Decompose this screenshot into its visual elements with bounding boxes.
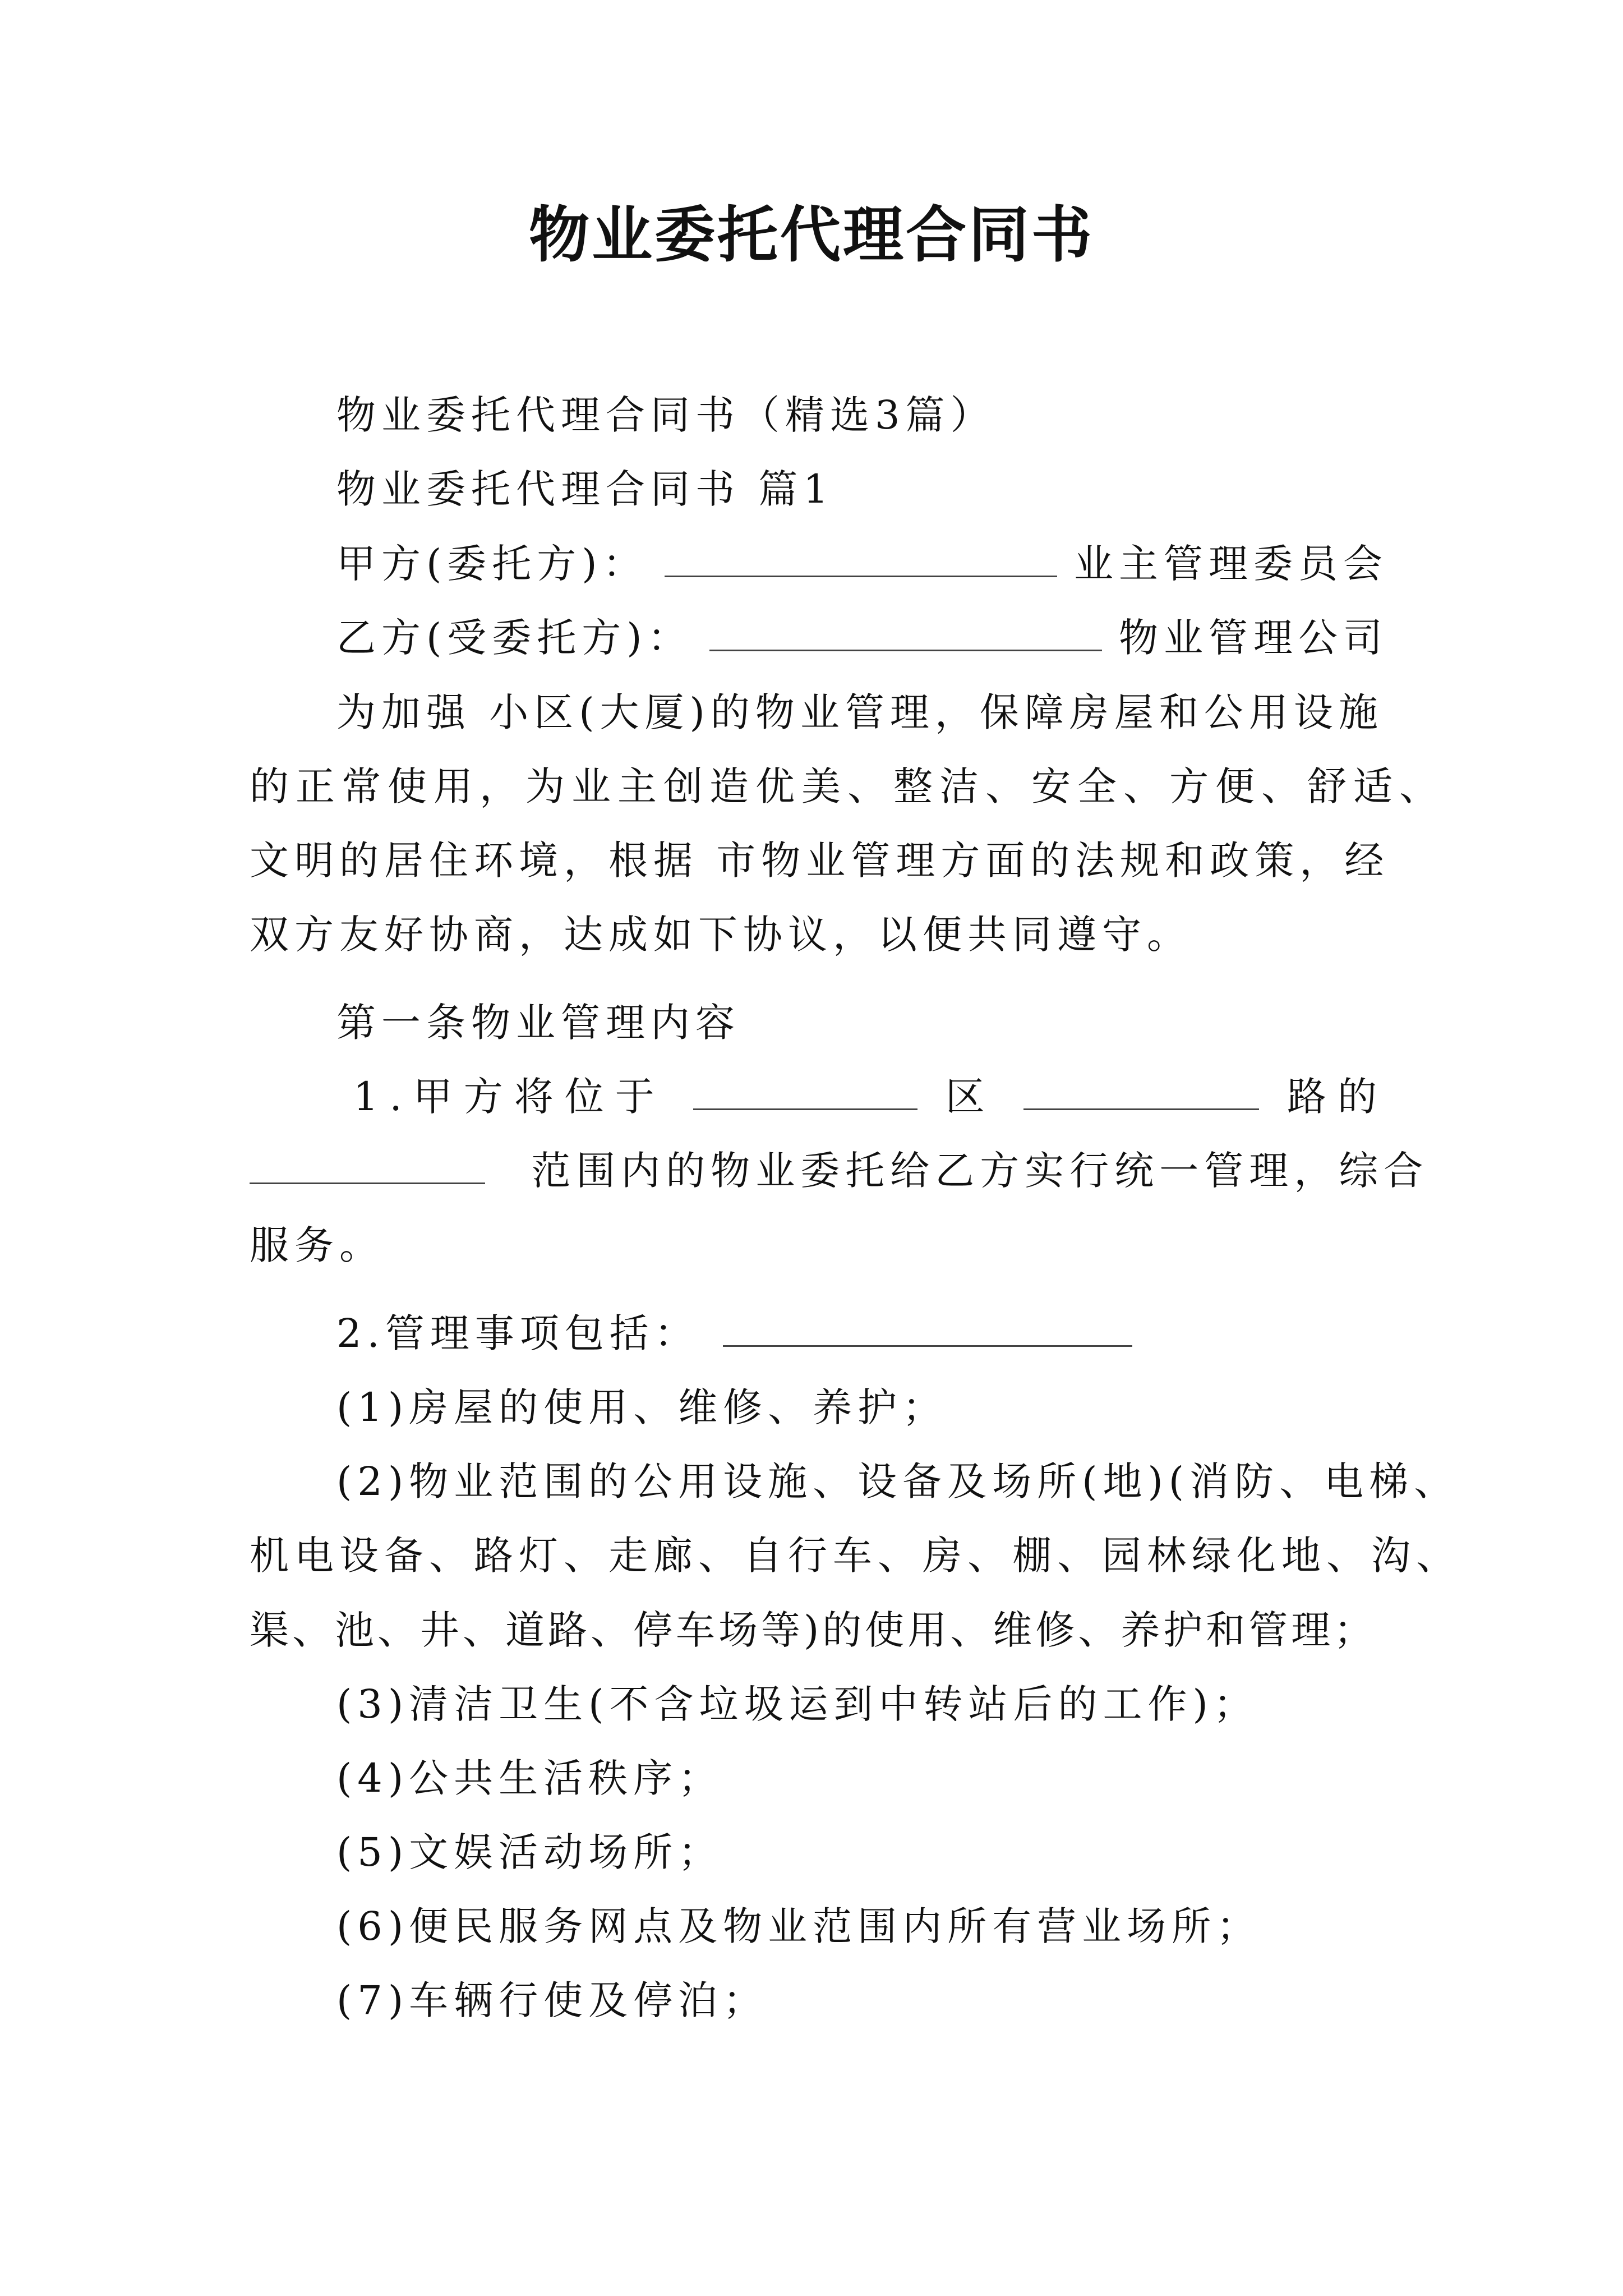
party-b-line [336,610,1388,666]
party-b-blank [709,610,1102,651]
intro-line-2: 的正常使用，为业主创造优美、整洁、安全、方便、舒适、 [250,763,1445,809]
subtitle: 物业委托代理合同书（精选3篇） [336,392,995,438]
party-a-suffix: 业主管理委员会 [1074,541,1388,587]
intro-line-1: 为加强 小区(大厦)的物业管理，保障房屋和公用设施 [336,689,1384,735]
item1-line-3: 服务。 [250,1222,384,1268]
sub-item-7: (7)车辆行使及停泊； [336,1977,768,2023]
sub-item-2: (2)物业范围的公用设施、设备及场所(地)(消防、电梯、 [336,1458,1459,1504]
item1-line-2 [250,1143,1429,1199]
document-title: 物业委托代理合同书 [528,200,1094,270]
party-a-label: 甲方(委托方)： [336,541,648,587]
sub-item-5: (5)文娱活动场所； [336,1829,723,1875]
party-b-label: 乙方(受委托方)： [336,615,693,661]
item1-part-d: 范围内的物业委托给乙方实行统一管理，综合 [531,1148,1429,1194]
intro-line-3: 文明的居住环境，根据 市物业管理方面的法规和政策，经 [250,838,1390,884]
article1-heading: 第一条物业管理内容 [336,1000,740,1046]
sub-item-6: (6)便民服务网点及物业范围内所有营业场所； [336,1903,1262,1949]
item1-blank-1 [693,1069,917,1110]
item1-part-c: 路的 [1287,1074,1388,1120]
party-a-line [336,536,1388,592]
party-a-blank [665,536,1057,577]
item1-part-a: 1.甲方将位于 [353,1074,666,1120]
party-b-suffix: 物业管理公司 [1119,615,1388,661]
item1-blank-3 [250,1143,485,1184]
sub-item-2-cont-2: 渠、池、井、道路、停车场等)的使用、维修、养护和管理； [250,1607,1377,1653]
sub-item-1: (1)房屋的使用、维修、养护； [336,1384,948,1430]
item2-line [336,1305,1388,1361]
sub-item-3: (3)清洁卫生(不含垃圾运到中转站后的工作)； [336,1681,1258,1727]
item2-label: 2.管理事项包括： [336,1310,699,1356]
sub-item-2-cont-1: 机电设备、路灯、走廊、自行车、房、棚、园林绿化地、沟、 [250,1533,1461,1579]
intro-line-4: 双方友好协商，达成如下协议，以便共同遵守。 [250,912,1192,958]
item1-part-b: 区 [945,1074,996,1120]
sub-item-4: (4)公共生活秩序； [336,1755,723,1801]
item2-blank [723,1306,1132,1347]
part-heading: 物业委托代理合同书 篇1 [336,466,834,512]
item1-line-1 [353,1069,1388,1125]
item1-blank-2 [1023,1069,1259,1110]
